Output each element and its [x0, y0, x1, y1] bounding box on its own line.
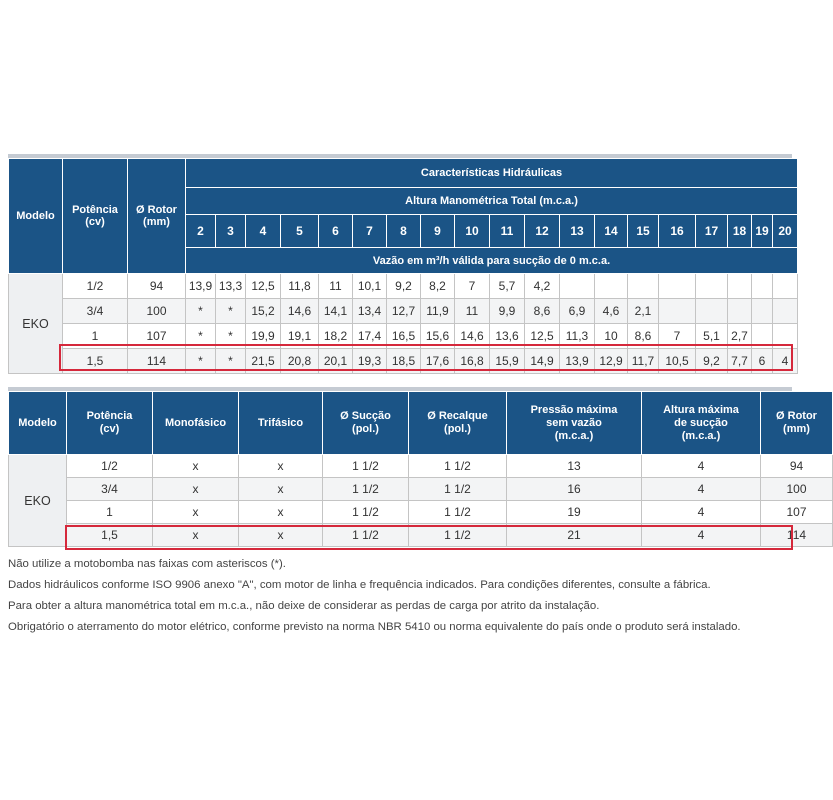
flow-value-cell [752, 299, 773, 324]
flow-value-cell: 16,5 [387, 324, 421, 349]
table-row [9, 274, 798, 299]
flow-value-cell: 10,1 [353, 274, 387, 299]
table-row [9, 478, 833, 501]
succao-cell: 1 1/2 [323, 501, 409, 524]
altura-cell: 4 [642, 455, 761, 478]
trifasico-cell: x [239, 455, 323, 478]
potencia-cell: 1 [67, 501, 153, 524]
table-row [9, 324, 798, 349]
header2-modelo: Modelo [9, 392, 67, 455]
flow-value-cell [696, 299, 728, 324]
header-altura-manometrica: Altura Manométrica Total (m.c.a.) [186, 188, 798, 215]
flow-value-cell: 4,6 [595, 299, 628, 324]
flow-value-cell: * [186, 349, 216, 374]
flow-value-cell [659, 299, 696, 324]
rotor-cell: 100 [761, 478, 833, 501]
flow-value-cell: 4 [773, 349, 798, 374]
technical-specs-table [8, 391, 833, 547]
header2-trifasico: Trifásico [239, 392, 323, 455]
rotor-cell: 114 [128, 349, 186, 374]
recalque-cell: 1 1/2 [409, 478, 507, 501]
header-height-col: 13 [560, 215, 595, 248]
flow-value-cell: 11,7 [628, 349, 659, 374]
flow-value-cell [773, 299, 798, 324]
model-name: EKO [9, 455, 67, 547]
flow-value-cell: 6 [752, 349, 773, 374]
flow-value-cell [773, 324, 798, 349]
flow-value-cell: 13,4 [353, 299, 387, 324]
flow-value-cell: 12,7 [387, 299, 421, 324]
flow-value-cell: 9,9 [490, 299, 525, 324]
flow-value-cell: 2,7 [728, 324, 752, 349]
hydraulic-characteristics-table [8, 158, 798, 374]
header-height-col: 6 [319, 215, 353, 248]
pressao-cell: 16 [507, 478, 642, 501]
flow-value-cell: 14,1 [319, 299, 353, 324]
rotor-cell: 107 [128, 324, 186, 349]
flow-value-cell: 9,2 [696, 349, 728, 374]
flow-value-cell [560, 274, 595, 299]
footnote-1: Não utilize a motobomba nas faixas com asteriscos (*). [8, 558, 286, 570]
potencia-cell: 3/4 [67, 478, 153, 501]
header-height-col: 17 [696, 215, 728, 248]
header2-rotor: Ø Rotor (mm) [761, 392, 833, 455]
header-height-col: 5 [281, 215, 319, 248]
flow-value-cell: * [186, 324, 216, 349]
flow-value-cell: 4,2 [525, 274, 560, 299]
potencia-cell: 1,5 [67, 524, 153, 547]
header-height-col: 9 [421, 215, 455, 248]
header-height-col: 10 [455, 215, 490, 248]
flow-value-cell [595, 274, 628, 299]
flow-value-cell: 8,6 [628, 324, 659, 349]
flow-value-cell: 12,9 [595, 349, 628, 374]
pressao-cell: 13 [507, 455, 642, 478]
header-modelo: Modelo [9, 159, 63, 274]
header-height-col: 19 [752, 215, 773, 248]
header-height-col: 18 [728, 215, 752, 248]
rotor-cell: 100 [128, 299, 186, 324]
header-height-col: 20 [773, 215, 798, 248]
flow-value-cell: 19,1 [281, 324, 319, 349]
table-row [9, 455, 833, 478]
footnote-3: Para obter a altura manométrica total em m.c.a., não deixe de considerar as perdas de carga por atrito da instalação. [8, 600, 600, 612]
potencia-cell: 3/4 [63, 299, 128, 324]
flow-value-cell: 7 [659, 324, 696, 349]
flow-value-cell: 11,8 [281, 274, 319, 299]
flow-value-cell: * [186, 299, 216, 324]
footnote-4: Obrigatório o aterramento do motor elétrico, conforme previsto na norma NBR 5410 ou norma equivalente do país onde o produto será instalado. [8, 621, 741, 633]
flow-value-cell [773, 274, 798, 299]
flow-value-cell [728, 299, 752, 324]
flow-value-cell: * [216, 324, 246, 349]
header-height-col: 16 [659, 215, 696, 248]
monofasico-cell: x [153, 501, 239, 524]
flow-value-cell: 12,5 [246, 274, 281, 299]
potencia-cell: 1 [63, 324, 128, 349]
header2-altura-succao: Altura máxima de sucção (m.c.a.) [642, 392, 761, 455]
potencia-cell: 1/2 [63, 274, 128, 299]
flow-value-cell: 8,6 [525, 299, 560, 324]
flow-value-cell: 16,8 [455, 349, 490, 374]
altura-cell: 4 [642, 524, 761, 547]
succao-cell: 1 1/2 [323, 478, 409, 501]
recalque-cell: 1 1/2 [409, 455, 507, 478]
header-caracteristicas: Características Hidráulicas [186, 159, 798, 188]
header-height-col: 15 [628, 215, 659, 248]
flow-value-cell: 10,5 [659, 349, 696, 374]
flow-value-cell: 15,9 [490, 349, 525, 374]
flow-value-cell: 14,9 [525, 349, 560, 374]
flow-value-cell: 14,6 [281, 299, 319, 324]
flow-value-cell: 13,6 [490, 324, 525, 349]
pressao-cell: 19 [507, 501, 642, 524]
flow-value-cell: 14,6 [455, 324, 490, 349]
flow-value-cell [696, 274, 728, 299]
header2-monofasico: Monofásico [153, 392, 239, 455]
header-height-col: 12 [525, 215, 560, 248]
trifasico-cell: x [239, 524, 323, 547]
flow-value-cell: 18,5 [387, 349, 421, 374]
rotor-cell: 114 [761, 524, 833, 547]
altura-cell: 4 [642, 478, 761, 501]
flow-value-cell: 11 [455, 299, 490, 324]
flow-value-cell: 11,9 [421, 299, 455, 324]
table-row [9, 349, 798, 374]
flow-value-cell: 19,9 [246, 324, 281, 349]
header-height-col: 4 [246, 215, 281, 248]
flow-value-cell: 17,6 [421, 349, 455, 374]
flow-value-cell [752, 274, 773, 299]
flow-value-cell [628, 274, 659, 299]
rotor-cell: 107 [761, 501, 833, 524]
header-potencia: Potência (cv) [63, 159, 128, 274]
table-row [9, 524, 833, 547]
flow-value-cell: 17,4 [353, 324, 387, 349]
flow-value-cell: 20,8 [281, 349, 319, 374]
flow-value-cell [752, 324, 773, 349]
flow-value-cell: 15,6 [421, 324, 455, 349]
footnote-2: Dados hidráulicos conforme ISO 9906 anexo "A", com motor de linha e frequência indicados. Para condições diferentes, consulte a fábrica. [8, 579, 711, 591]
flow-value-cell [728, 274, 752, 299]
trifasico-cell: x [239, 501, 323, 524]
table-row [9, 299, 798, 324]
header-height-col: 2 [186, 215, 216, 248]
monofasico-cell: x [153, 478, 239, 501]
flow-value-cell: 19,3 [353, 349, 387, 374]
rotor-cell: 94 [761, 455, 833, 478]
header-height-col: 7 [353, 215, 387, 248]
flow-value-cell: 21,5 [246, 349, 281, 374]
header-vazao: Vazão em m³/h válida para sucção de 0 m.c.a. [186, 248, 798, 274]
monofasico-cell: x [153, 455, 239, 478]
header2-potencia: Potência (cv) [67, 392, 153, 455]
trifasico-cell: x [239, 478, 323, 501]
header-height-col: 8 [387, 215, 421, 248]
flow-value-cell: 6,9 [560, 299, 595, 324]
potencia-cell: 1/2 [67, 455, 153, 478]
header2-pressao: Pressão máxima sem vazão (m.c.a.) [507, 392, 642, 455]
table-row [9, 501, 833, 524]
flow-value-cell: * [216, 299, 246, 324]
flow-value-cell: 15,2 [246, 299, 281, 324]
flow-value-cell [659, 274, 696, 299]
flow-value-cell: 13,9 [560, 349, 595, 374]
footnotes [8, 554, 798, 638]
flow-value-cell: 7 [455, 274, 490, 299]
flow-value-cell: 13,9 [186, 274, 216, 299]
flow-value-cell: 12,5 [525, 324, 560, 349]
flow-value-cell: * [216, 349, 246, 374]
flow-value-cell: 5,7 [490, 274, 525, 299]
flow-value-cell: 11,3 [560, 324, 595, 349]
header2-recalque: Ø Recalque (pol.) [409, 392, 507, 455]
flow-value-cell: 7,7 [728, 349, 752, 374]
flow-value-cell: 20,1 [319, 349, 353, 374]
recalque-cell: 1 1/2 [409, 524, 507, 547]
altura-cell: 4 [642, 501, 761, 524]
monofasico-cell: x [153, 524, 239, 547]
flow-value-cell: 8,2 [421, 274, 455, 299]
flow-value-cell: 13,3 [216, 274, 246, 299]
flow-value-cell: 9,2 [387, 274, 421, 299]
flow-value-cell: 11 [319, 274, 353, 299]
rotor-cell: 94 [128, 274, 186, 299]
succao-cell: 1 1/2 [323, 455, 409, 478]
flow-value-cell: 2,1 [628, 299, 659, 324]
header-height-col: 14 [595, 215, 628, 248]
flow-value-cell: 5,1 [696, 324, 728, 349]
succao-cell: 1 1/2 [323, 524, 409, 547]
potencia-cell: 1,5 [63, 349, 128, 374]
header-height-col: 11 [490, 215, 525, 248]
recalque-cell: 1 1/2 [409, 501, 507, 524]
header-height-col: 3 [216, 215, 246, 248]
header-rotor: Ø Rotor (mm) [128, 159, 186, 274]
pressao-cell: 21 [507, 524, 642, 547]
flow-value-cell: 18,2 [319, 324, 353, 349]
flow-value-cell: 10 [595, 324, 628, 349]
model-name: EKO [9, 274, 63, 374]
header2-succao: Ø Sucção (pol.) [323, 392, 409, 455]
